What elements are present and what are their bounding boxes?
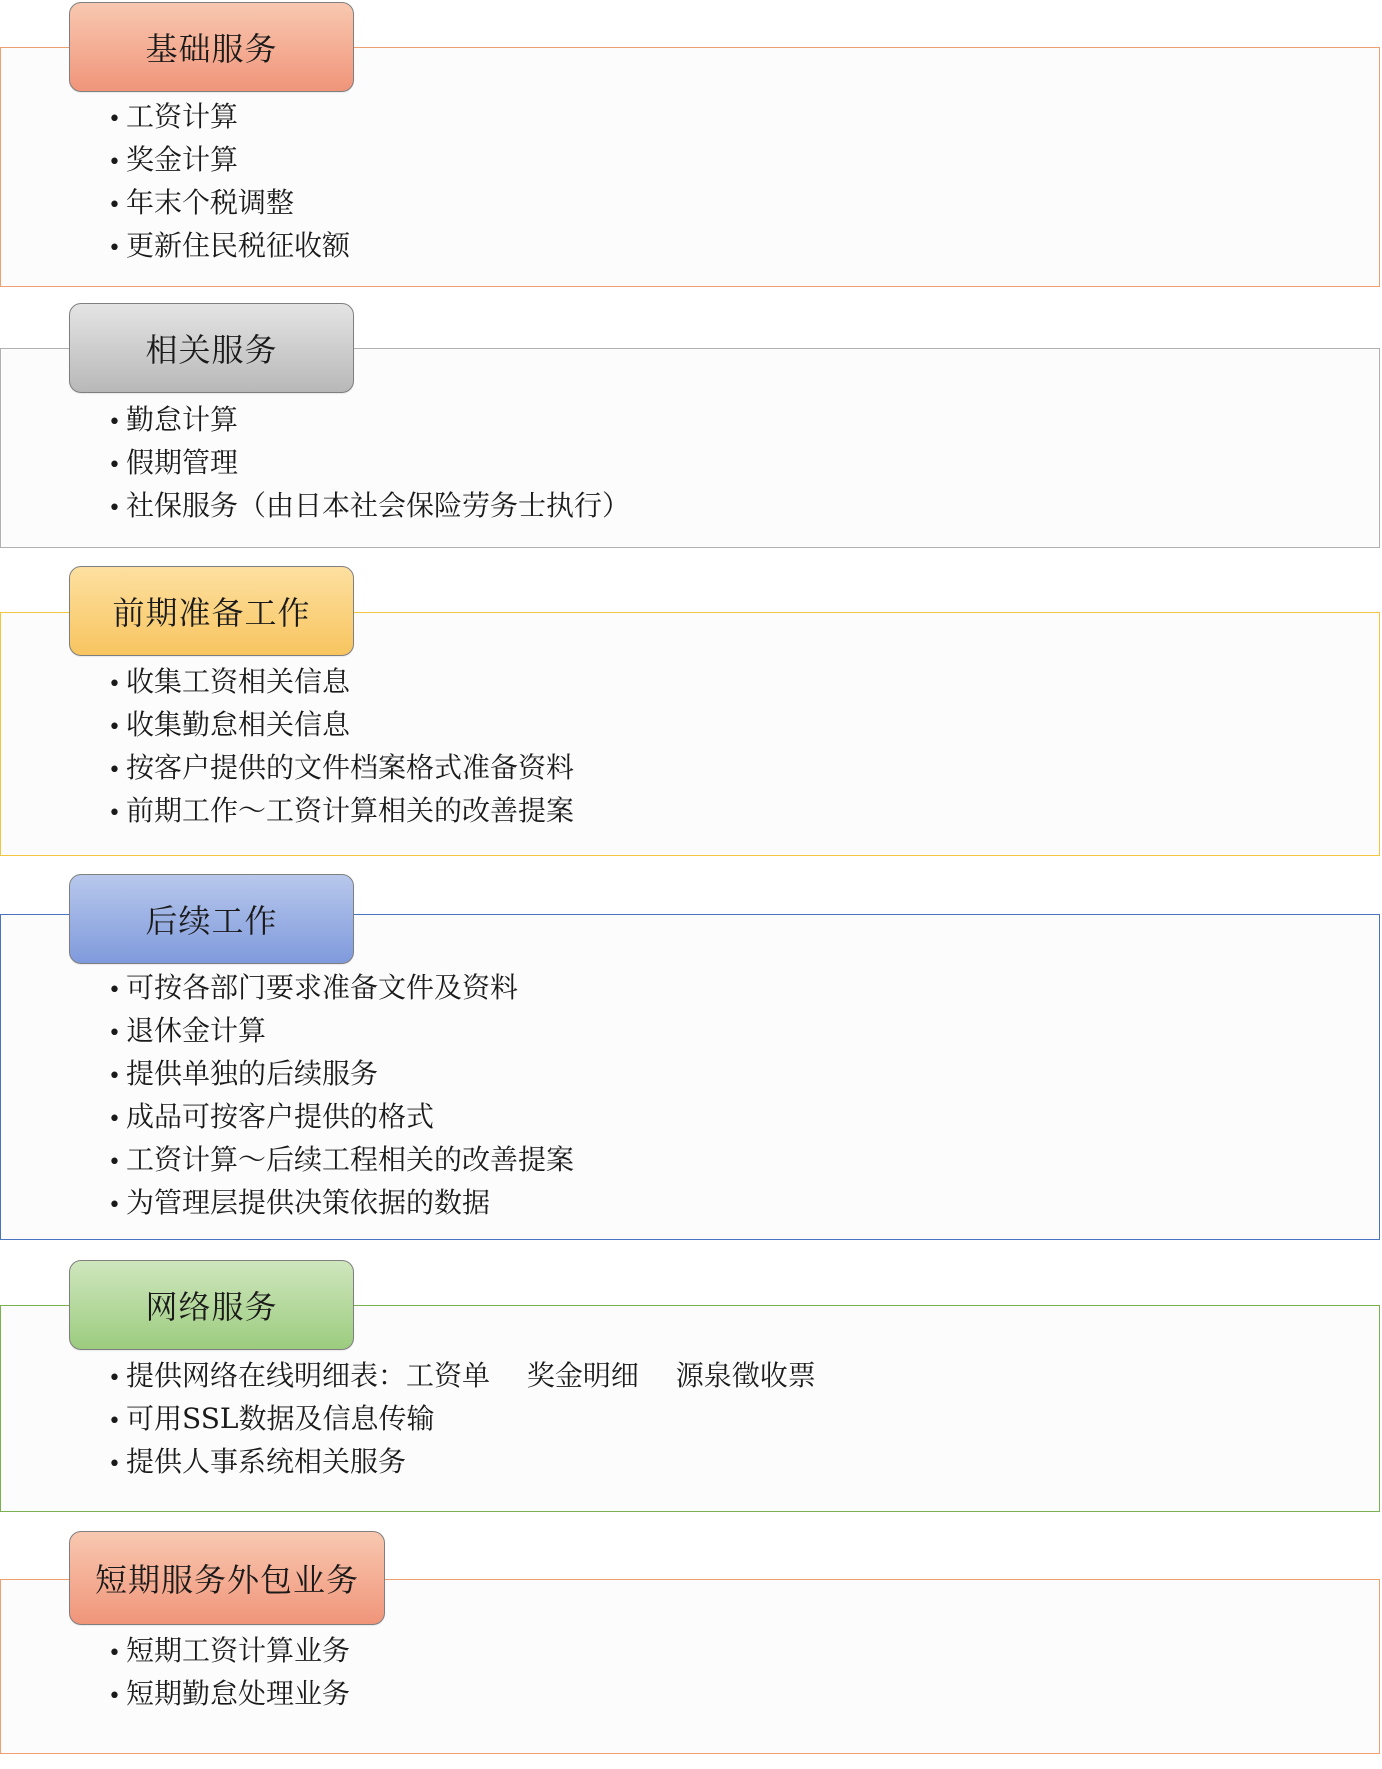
list-item: • 为管理层提供决策依据的数据: [108, 1183, 574, 1226]
section-title: 短期服务外包业务: [69, 1531, 385, 1625]
list-item: • 假期管理: [108, 443, 630, 486]
item-list: [108, 1356, 816, 1485]
list-item: • 可按各部门要求准备文件及资料: [108, 968, 574, 1011]
list-item: • 年末个税调整: [108, 183, 350, 226]
list-item: • 短期工资计算业务: [108, 1631, 350, 1674]
item-list: [108, 662, 574, 834]
list-item: • 社保服务（由日本社会保险劳务士执行）: [108, 486, 630, 529]
list-item: • 勤怠计算: [108, 400, 630, 443]
list-item: • 前期工作～工资计算相关的改善提案: [108, 791, 574, 834]
list-item: • 提供人事系统相关服务: [108, 1442, 816, 1485]
section-related-services: [0, 303, 1382, 548]
section-preparation: [0, 566, 1382, 856]
section-title: 基础服务: [69, 2, 354, 92]
list-item: • 退休金计算: [108, 1011, 574, 1054]
list-item: • 工资计算: [108, 97, 350, 140]
item-list: [108, 400, 630, 529]
list-item: • 提供网络在线明细表：工资单 奖金明细 源泉徵收票: [108, 1356, 816, 1399]
section-short-term-outsourcing: [0, 1531, 1382, 1754]
list-item: • 收集工资相关信息: [108, 662, 574, 705]
list-item: • 收集勤怠相关信息: [108, 705, 574, 748]
section-title: 相关服务: [69, 303, 354, 393]
item-list: [108, 1631, 350, 1717]
item-list: [108, 97, 350, 269]
section-title: 前期准备工作: [69, 566, 354, 656]
section-title: 后续工作: [69, 874, 354, 964]
list-item: • 提供单独的后续服务: [108, 1054, 574, 1097]
section-title: 网络服务: [69, 1260, 354, 1350]
list-item: • 成品可按客户提供的格式: [108, 1097, 574, 1140]
section-network-services: [0, 1260, 1382, 1512]
list-item: • 可用SSL数据及信息传输: [108, 1399, 816, 1442]
section-follow-up: [0, 874, 1382, 1240]
list-item: • 按客户提供的文件档案格式准备资料: [108, 748, 574, 791]
list-item: • 更新住民税征收额: [108, 226, 350, 269]
list-item: • 奖金计算: [108, 140, 350, 183]
item-list: [108, 968, 574, 1226]
list-item: • 短期勤怠处理业务: [108, 1674, 350, 1717]
list-item: • 工资计算～后续工程相关的改善提案: [108, 1140, 574, 1183]
section-basic-services: [0, 2, 1382, 287]
